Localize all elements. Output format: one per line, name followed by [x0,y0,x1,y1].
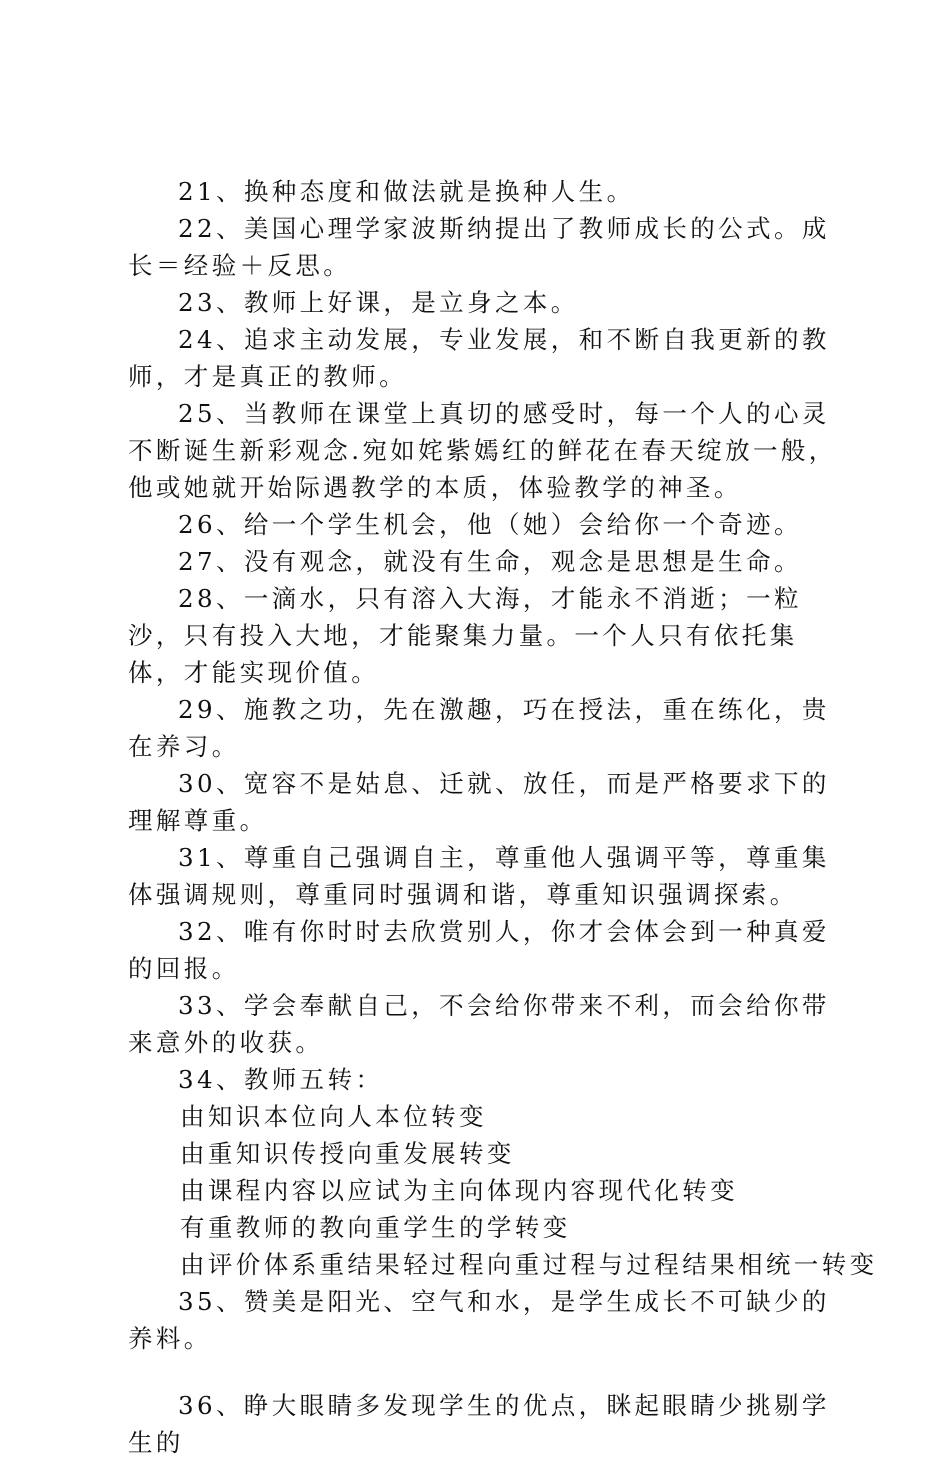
paragraph-26: 26、给一个学生机会，他（她）会给你一个奇迹。 [178,510,802,539]
paragraph-31: 31、尊重自己强调自主，尊重他人强调平等，尊重集体强调规则，尊重同时强调和谐，尊重知识强调探索。 [128,843,830,909]
paragraph-29: 29、施教之功，先在激趣，巧在授法，重在练化，贵在养习。 [128,695,830,761]
paragraph-30: 30、宽容不是姑息、迁就、放任，而是严格要求下的理解尊重。 [128,769,830,835]
list-item: 由重知识传授向重发展转变 [180,1139,515,1168]
paragraph-22: 22、美国心理学家波斯纳提出了教师成长的公式。成长＝经验＋反思。 [128,214,830,280]
document-body [128,173,878,1461]
list-item: 由课程内容以应试为主向体现内容现代化转变 [180,1176,738,1205]
paragraph-27: 27、没有观念，就没有生命，观念是思想是生命。 [178,547,802,576]
paragraph-34-heading: 34、教师五转： [178,1065,384,1094]
list-item: 由评价体系重结果轻过程向重过程与过程结果相统一转变 [180,1250,878,1279]
paragraph-21: 21、换种态度和做法就是换种人生。 [178,177,635,206]
list-item: 有重教师的教向重学生的学转变 [180,1213,571,1242]
paragraph-25: 25、当教师在课堂上真切的感受时，每一个人的心灵不断诞生新彩观念.宛如姹紫嫣红的鲜花在春天绽放一般，他或她就开始际遇教学的本质，体验教学的神圣。 [128,399,837,502]
paragraph-24: 24、追求主动发展，专业发展，和不断自我更新的教师，才是真正的教师。 [128,325,830,391]
paragraph-35: 35、赞美是阳光、空气和水，是学生成长不可缺少的养料。 [128,1287,830,1353]
list-item: 由知识本位向人本位转变 [180,1102,487,1131]
paragraph-36: 36、睁大眼睛多发现学生的优点，眯起眼睛少挑剔学生的 [128,1391,830,1457]
paragraph-33: 33、学会奉献自己，不会给你带来不利，而会给你带来意外的收获。 [128,991,830,1057]
paragraph-32: 32、唯有你时时去欣赏别人，你才会体会到一种真爱的回报。 [128,917,830,983]
paragraph-28: 28、一滴水，只有溶入大海，才能永不消逝；一粒沙，只有投入大地，才能聚集力量。一个人只有依托集体，才能实现价值。 [128,584,802,687]
paragraph-23: 23、教师上好课，是立身之本。 [178,288,579,317]
blank-line [128,1357,840,1387]
